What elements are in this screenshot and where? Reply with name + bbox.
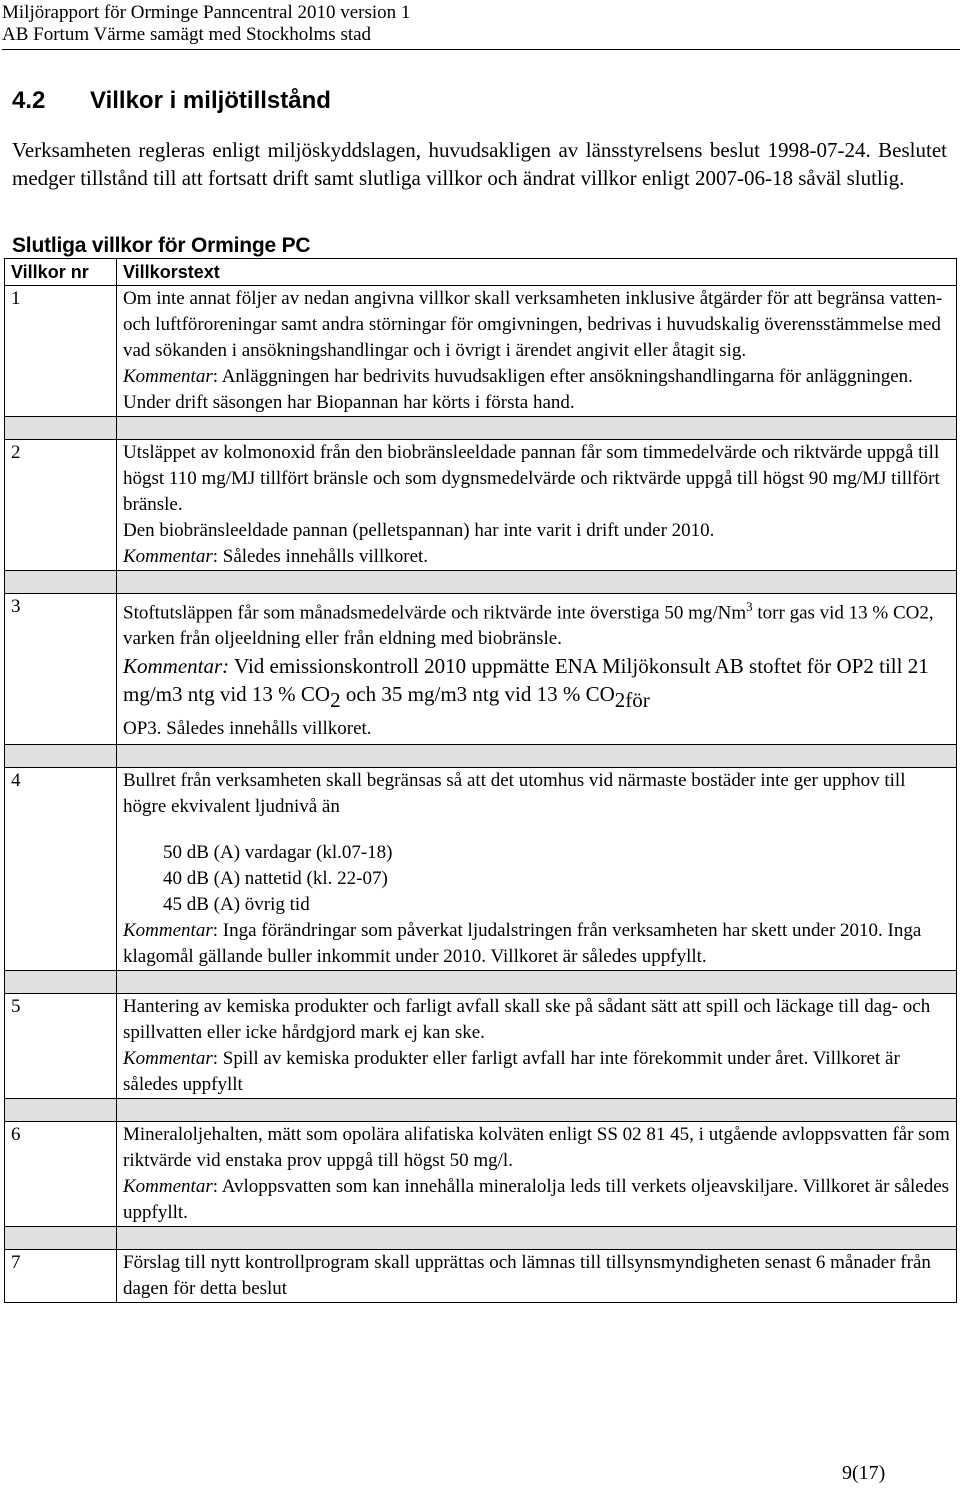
subscript: 2 <box>330 688 341 713</box>
condition-cell <box>117 768 957 971</box>
subscript: 2för <box>614 688 650 713</box>
comment-text: : Inga förändringar som påverkat ljudalstringen från verksamheten har skett under 2010. Inga klagomål gällande buller inkommit under 2010. Villkoret är således uppfyllt. <box>123 920 922 968</box>
comment-label: Kommentar <box>123 654 223 679</box>
header-subtitle: AB Fortum Värme samägt med Stockholms stad <box>2 24 372 45</box>
condition-comment <box>123 544 950 570</box>
comment-label: Kommentar <box>123 1048 213 1070</box>
condition-comment <box>123 1046 950 1098</box>
condition-number: 2 <box>5 440 117 571</box>
comment-text: Vid emissionskontroll 2010 uppmätte ENA Miljökonsult AB stoftet för OP2 till 21 mg/m3 ntg vid 13 % CO <box>123 654 929 707</box>
condition-number: 4 <box>5 768 117 971</box>
condition-text: Förslag till nytt kontrollprogram skall upprättas och lämnas till tillsynsmyndigheten senast 6 månader från dagen för detta beslut <box>123 1252 931 1300</box>
header-divider <box>2 49 960 50</box>
condition-comment-end: OP3. Således innehålls villkoret. <box>123 718 372 740</box>
conditions-title: Slutliga villkor för Orminge PC <box>12 234 311 257</box>
conditions-table <box>4 258 957 1303</box>
table-row <box>5 594 957 745</box>
condition-cell <box>117 1250 957 1303</box>
condition-comment <box>123 918 950 970</box>
condition-number: 7 <box>5 1250 117 1303</box>
condition-comment: Kommentar: Vid emissionskontroll 2010 uppmätte ENA Miljökonsult AB stoftet för OP2 till 21 mg/m3 ntg vid 13 % CO2 och 35 mg/m3 ntg vid 13 % CO2för <box>123 654 929 713</box>
table-spacer-row <box>5 745 957 768</box>
section-number: 4.2 <box>12 87 46 114</box>
table-spacer-row <box>5 1099 957 1122</box>
condition-cell <box>117 594 957 745</box>
intro-paragraph: Verksamheten regleras enligt miljöskyddslagen, huvudsakligen av länsstyrelsens beslut 1998-07-24. Beslutet medger tillstånd till att fortsatt drift samt slutliga villkor och ändrat villkor enligt 2007-06-18 såväl slutlig. <box>12 138 947 190</box>
table-spacer-row <box>5 417 957 440</box>
noise-level: 40 dB (A) nattetid (kl. 22-07) <box>163 868 388 890</box>
table-row <box>5 286 957 417</box>
column-header-text: Villkorstext <box>117 259 957 286</box>
table-spacer-row <box>5 1227 957 1250</box>
condition-comment <box>123 1174 950 1226</box>
table-spacer-row <box>5 971 957 994</box>
condition-text: Om inte annat följer av nedan angivna villkor skall verksamheten inklusive åtgärder för att begränsa vatten- och luftföroreningar samt andra störningar för omgivningen, bedrivas i huvudskalig överensstämmelse med vad sökanden i ansökningshandlingar och i övrigt i ärendet angivit eller åtagit sig. <box>123 288 943 361</box>
table-row <box>5 994 957 1099</box>
condition-cell <box>117 994 957 1099</box>
comment-text: : Således innehålls villkoret. <box>212 546 429 567</box>
noise-level: 50 dB (A) vardagar (kl.07-18) <box>163 842 393 864</box>
header-title: Miljörapport för Orminge Panncentral 2010 version 1 <box>2 2 411 23</box>
comment-text: : Spill av kemiska produkter eller farligt avfall har inte förekommit under året. Villkoret är således uppfyllt <box>123 1048 900 1096</box>
condition-cell <box>117 1122 957 1227</box>
condition-number: 3 <box>5 594 117 745</box>
table-row <box>5 1122 957 1227</box>
table-row <box>5 768 957 971</box>
condition-text-part: torr gas vid 13 % CO2, varken från oljeeldning eller från eldning med biobränsle. <box>123 602 934 650</box>
comment-text: : Avloppsvatten som kan innehålla mineralolja leds till verkets oljeavskiljare. Villkoret är således uppfyllt. <box>123 1176 950 1224</box>
table-header-row <box>5 259 957 286</box>
condition-cell <box>117 286 957 417</box>
condition-text: Bullret från verksamheten skall begränsas så att det utomhus vid närmaste bostäder inte ger upphov till högre ekvivalent ljudnivå än <box>123 770 906 818</box>
condition-number: 6 <box>5 1122 117 1227</box>
condition-text: Utsläppet av kolmonoxid från den biobränsleeldade pannan får som timmedelvärde och riktvärde uppgå till högst 110 mg/MJ tillfört bränsle och som dygnsmedelvärde och riktvärde uppgå till högst 90 mg/MJ tillfört bränsle. <box>123 442 940 515</box>
noise-level: 45 dB (A) övrig tid <box>163 894 310 916</box>
noise-levels <box>123 840 950 918</box>
comment-text: : Anläggningen har bedrivits huvudsakligen efter ansökningshandlingarna för anläggningen. Under drift säsongen har Biopannan har körts i första hand. <box>123 366 913 413</box>
condition-note: Den biobränsleeldade pannan (pelletspannan) har inte varit i drift under 2010. <box>123 520 715 541</box>
table-row <box>5 440 957 571</box>
superscript: 3 <box>746 599 753 614</box>
condition-text: Mineraloljehalten, mätt som opolära alifatiska kolväten enligt SS 02 81 45, i utgående avloppsvatten får som riktvärde vid enstaka prov uppgå till högst 50 mg/l. <box>123 1124 950 1172</box>
comment-text: och 35 mg/m3 ntg vid 13 % CO <box>340 682 615 707</box>
condition-number: 5 <box>5 994 117 1099</box>
page-number: 9(17) <box>842 1462 886 1484</box>
comment-label: Kommentar <box>123 1176 213 1198</box>
condition-text: Hantering av kemiska produkter och farligt avfall skall ske på sådant sätt att spill och läckage till dag- och spillvatten eller icke hårdgjord mark ej kan ske. <box>123 996 931 1044</box>
table-spacer-row <box>5 571 957 594</box>
condition-text-part: Stoftutsläppen får som månadsmedelvärde och riktvärde inte överstiga 50 mg/Nm <box>123 602 747 624</box>
condition-cell <box>117 440 957 571</box>
section-title: Villkor i miljötillstånd <box>90 87 331 114</box>
section-heading <box>12 87 331 115</box>
comment-label: Kommentar <box>123 366 213 387</box>
condition-text <box>123 594 950 652</box>
table-row <box>5 1250 957 1303</box>
comment-label: Kommentar <box>123 546 213 567</box>
column-header-nr: Villkor nr <box>5 259 117 286</box>
condition-comment <box>123 364 950 416</box>
comment-label: Kommentar <box>123 920 213 942</box>
condition-number: 1 <box>5 286 117 417</box>
